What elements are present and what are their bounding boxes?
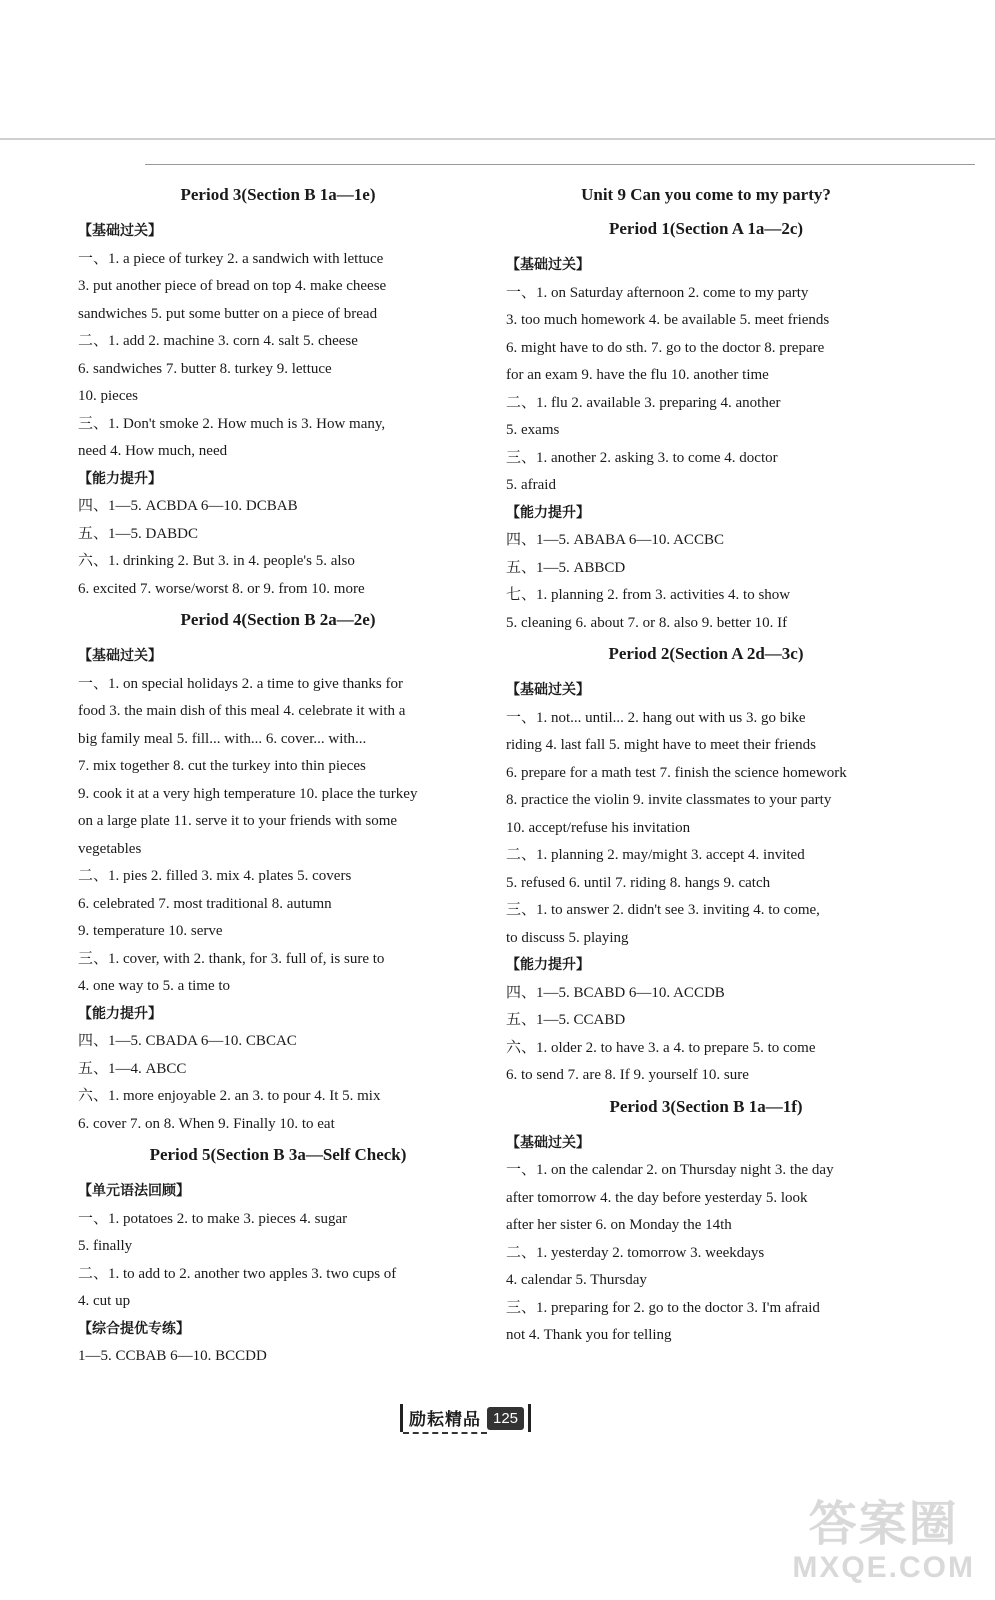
- answer-line: 一、1. on the calendar 2. on Thursday night 3. the day: [506, 1162, 834, 1178]
- answer-line: 7. mix together 8. cut the turkey into thin pieces: [78, 758, 366, 774]
- section-heading: 【基础过关】: [506, 257, 590, 273]
- answer-line: 二、1. add 2. machine 3. corn 4. salt 5. cheese: [78, 333, 358, 349]
- answer-line: 二、1. flu 2. available 3. preparing 4. another: [506, 394, 781, 411]
- page-footer: [400, 1402, 531, 1434]
- answer-line: sandwiches 5. put some butter on a piece of bread: [78, 305, 378, 322]
- answer-line: 一、1. a piece of turkey 2. a sandwich with lettuce: [78, 250, 384, 267]
- answer-line: vegetables: [78, 840, 142, 857]
- left-column: [78, 178, 478, 1371]
- section-heading: 【基础过关】: [506, 682, 590, 698]
- section-heading: 【基础过关】: [506, 1134, 590, 1151]
- answer-line: 五、1—5. CCABD: [506, 1012, 626, 1028]
- section-heading: 【能力提升】: [78, 470, 162, 487]
- answer-line: 一、1. not... until... 2. hang out with us 3. go bike: [506, 709, 806, 726]
- answer-line: 一、1. on special holidays 2. a time to give thanks for: [78, 675, 403, 692]
- answer-line: need 4. How much, need: [78, 443, 228, 459]
- answer-line: food 3. the main dish of this meal 4. celebrate it with a: [78, 703, 406, 719]
- answer-line: 四、1—5. ABABA 6—10. ACCBC: [506, 532, 724, 548]
- period-title: Period 3(Section B 1a—1e): [180, 185, 376, 204]
- period-title: Period 1(Section A 1a—2c): [608, 219, 804, 238]
- answer-line: 3. too much homework 4. be available 5. meet friends: [506, 312, 830, 328]
- page-number: 125: [487, 1407, 524, 1430]
- answer-line: 二、1. to add to 2. another two apples 3. two cups of: [78, 1265, 397, 1282]
- answer-line: 5. cleaning 6. about 7. or 8. also 9. better 10. If: [506, 614, 788, 631]
- section-heading: 【能力提升】: [506, 957, 590, 973]
- watermark-logo: [792, 1499, 975, 1585]
- answer-line: 1—5. CCBAB 6—10. BCCDD: [78, 1348, 267, 1364]
- answer-line: 5. finally: [78, 1238, 133, 1254]
- answer-line: 三、1. cover, with 2. thank, for 3. full of, is sure to: [78, 950, 385, 967]
- period-title: Period 5(Section B 3a—Self Check): [149, 1145, 407, 1164]
- answer-line: 9. temperature 10. serve: [78, 923, 223, 939]
- answer-line: 9. cook it at a very high temperature 10. place the turkey: [78, 785, 418, 802]
- answer-line: 二、1. pies 2. filled 3. mix 4. plates 5. covers: [78, 868, 352, 884]
- answer-line: 六、1. older 2. to have 3. a 4. to prepare 5. to come: [506, 1039, 816, 1056]
- answer-line: 四、1—5. ACBDA 6—10. DCBAB: [78, 498, 298, 514]
- answer-line: after her sister 6. on Monday the 14th: [506, 1217, 732, 1233]
- section-heading: 【能力提升】: [78, 1005, 162, 1022]
- answer-line: 三、1. another 2. asking 3. to come 4. doctor: [506, 449, 778, 466]
- unit-title: Unit 9 Can you come to my party?: [581, 185, 831, 204]
- answer-line: 6. excited 7. worse/worst 8. or 9. from 10. more: [78, 580, 365, 597]
- answer-line: 4. cut up: [78, 1293, 131, 1309]
- answer-line: 二、1. yesterday 2. tomorrow 3. weekdays: [506, 1244, 765, 1261]
- answer-line: 6. to send 7. are 8. If 9. yourself 10. sure: [506, 1067, 749, 1083]
- period-title: Period 4(Section B 2a—2e): [180, 610, 376, 629]
- answer-line: on a large plate 11. serve it to your friends with some: [78, 813, 398, 829]
- period-title: Period 3(Section B 1a—1f): [609, 1096, 803, 1116]
- watermark-bottom: MXQE.COM: [792, 1551, 975, 1584]
- answer-line: 六、1. more enjoyable 2. an 3. to pour 4. It 5. mix: [78, 1088, 381, 1104]
- answer-line: 3. put another piece of bread on top 4. make cheese: [78, 278, 387, 294]
- answer-line: 4. calendar 5. Thursday: [506, 1272, 647, 1288]
- footer-bar-right: [528, 1404, 531, 1432]
- answer-line: 二、1. planning 2. may/might 3. accept 4. invited: [506, 847, 805, 863]
- answer-line: to discuss 5. playing: [506, 929, 629, 946]
- section-heading: 【单元语法回顾】: [78, 1183, 190, 1199]
- answer-line: 5. refused 6. until 7. riding 8. hangs 9. catch: [506, 874, 771, 891]
- answer-line: 三、1. to answer 2. didn't see 3. inviting 4. to come,: [506, 902, 820, 918]
- section-heading: 【基础过关】: [78, 223, 162, 239]
- answer-line: 6. might have to do sth. 7. go to the doctor 8. prepare: [506, 339, 825, 356]
- period-title: Period 2(Section A 2d—3c): [608, 644, 804, 663]
- answer-line: 8. practice the violin 9. invite classmates to your party: [506, 792, 832, 808]
- header-rule: [145, 164, 975, 165]
- footer-brand: 励耘精品: [403, 1403, 487, 1434]
- answer-line: 6. sandwiches 7. butter 8. turkey 9. lettuce: [78, 360, 332, 377]
- answer-line: big family meal 5. fill... with... 6. cover... with...: [78, 730, 367, 747]
- right-column: [506, 178, 906, 1350]
- answer-line: not 4. Thank you for telling: [506, 1327, 672, 1343]
- answer-line: riding 4. last fall 5. might have to meet their friends: [506, 737, 816, 753]
- answer-line: 6. celebrated 7. most traditional 8. autumn: [78, 895, 332, 912]
- section-heading: 【基础过关】: [78, 648, 162, 664]
- answer-line: 四、1—5. CBADA 6—10. CBCAC: [78, 1033, 297, 1049]
- answer-line: 6. cover 7. on 8. When 9. Finally 10. to eat: [78, 1115, 335, 1132]
- answer-line: 七、1. planning 2. from 3. activities 4. to show: [506, 587, 791, 603]
- answer-line: 5. afraid: [506, 477, 556, 493]
- answer-line: 5. exams: [506, 422, 560, 438]
- answer-line: 10. pieces: [78, 388, 138, 404]
- answer-line: 四、1—5. BCABD 6—10. ACCDB: [506, 984, 725, 1001]
- watermark-top: 答案圈: [808, 1498, 959, 1551]
- answer-line: 三、1. Don't smoke 2. How much is 3. How many,: [78, 415, 386, 432]
- top-rule: [0, 138, 995, 140]
- answer-line: 4. one way to 5. a time to: [78, 978, 231, 994]
- section-heading: 【能力提升】: [506, 504, 590, 521]
- answer-line: 五、1—4. ABCC: [78, 1060, 187, 1077]
- answer-line: 一、1. potatoes 2. to make 3. pieces 4. sugar: [78, 1210, 348, 1227]
- answer-line: 三、1. preparing for 2. go to the doctor 3. I'm afraid: [506, 1299, 820, 1316]
- answer-line: 六、1. drinking 2. But 3. in 4. people's 5. also: [78, 553, 355, 569]
- answer-line: for an exam 9. have the flu 10. another time: [506, 367, 769, 383]
- answer-line: 6. prepare for a math test 7. finish the science homework: [506, 764, 847, 781]
- answer-line: 10. accept/refuse his invitation: [506, 819, 691, 836]
- answer-line: 五、1—5. DABDC: [78, 525, 199, 542]
- answer-line: after tomorrow 4. the day before yesterday 5. look: [506, 1189, 808, 1206]
- answer-line: 一、1. on Saturday afternoon 2. come to my party: [506, 284, 809, 301]
- section-heading: 【综合提优专练】: [78, 1320, 190, 1337]
- answer-line: 五、1—5. ABBCD: [506, 559, 626, 576]
